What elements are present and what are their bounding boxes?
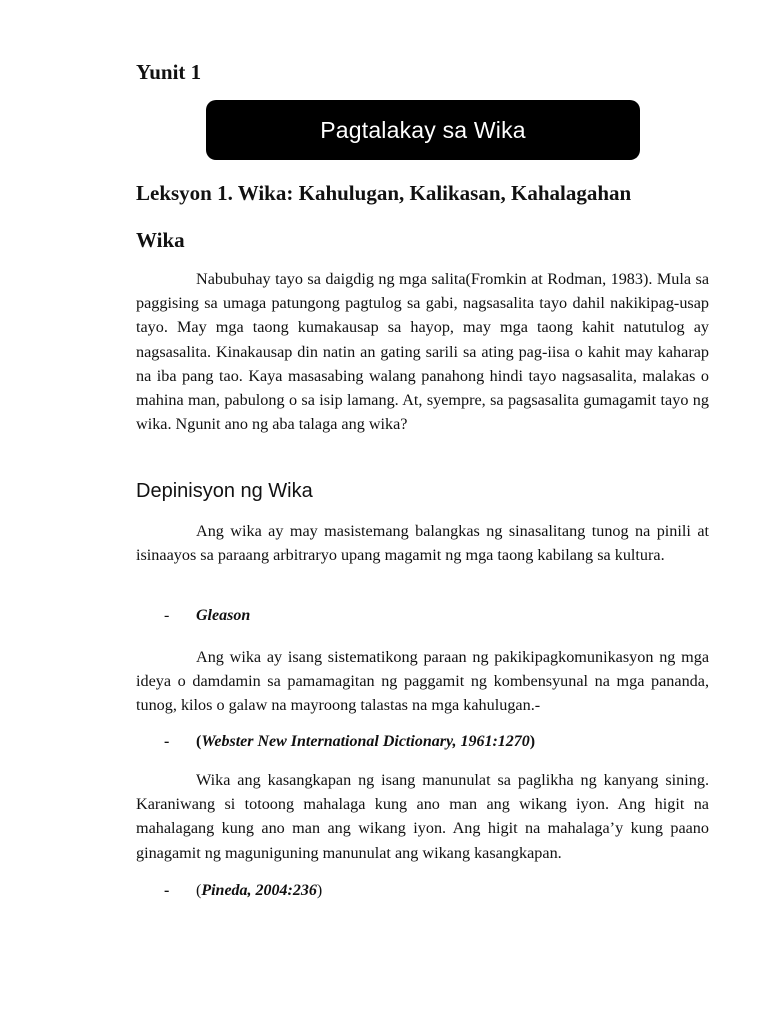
lesson-banner (206, 100, 640, 160)
unit-title: Yunit 1 (136, 60, 202, 84)
lesson-title: Leksyon 1. Wika: Kahulugan, Kalikasan, Kahalagahan (136, 181, 632, 205)
close-paren: ) (316, 882, 323, 899)
wika-paragraph: Nabubuhay tayo sa daigdig ng mga salita(Fromkin at Rodman, 1983). Mula sa paggising sa umaga patungong pagtulog sa gabi, nagsasalita tayo dahil nakikipag-usap tayo. May mga taong kumakausap sa hayop, may mga taong kahit natutulog ay nagsasalita. Kinakausap din natin an gating sarili sa ating pag-iisa o kahit may kaharap na iba pang tao. Kaya masasabing walang panahong hindi tayo nagsasalita, malakas o mahina man, pabulong o sa isip lamang. At, syempre, sa pagsasalita gumagamit tayo ng wika. Ngunit ano ng aba talaga ang wika? (136, 270, 709, 434)
definition-3-text: Wika ang kasangkapan ng isang manunulat sa paglikha ng kanyang sining. Karaniwang si totoong mahalaga kung ano man ang wikang iyon. Ang higit na mahalagang kung ano man ang wikang iyon. Ang higit na mahalaga’y kung paano ginagamit ng maguniguning manunulat ang wikang kasangkapan. (136, 771, 709, 862)
dash-marker: - (164, 882, 170, 899)
definition-2-text: Ang wika ay isang sistematikong paraan ng pakikipagkomunikasyon ng mga ideya o damdamin sa pamamagitan ng paggamit ng kombensyunal na mga pananda, tunog, kilos o galaw na mayroong talastas na mga kahulugan.- (136, 648, 709, 715)
definition-1-attribution (164, 607, 250, 625)
definition-2-attribution (164, 733, 535, 751)
definition-1-source: Gleason (196, 607, 251, 624)
open-paren: ( (196, 882, 202, 899)
definition-2-source: Webster New International Dictionary, 1961:1270 (201, 733, 530, 750)
definition-1-text: Ang wika ay may masistemang balangkas ng sinasalitang tunog na pinili at isinaayos sa paraang arbitraryo upang magamit ng mga taong kabilang sa kultura. (136, 522, 709, 565)
definition-3-attribution (164, 882, 322, 900)
section-heading-wika: Wika (136, 228, 185, 252)
open-paren: ( (196, 733, 202, 750)
dash-marker: - (164, 733, 170, 750)
section-heading-depinisyon: Depinisyon ng Wika (136, 480, 313, 502)
definition-3-source: Pineda, 2004:236 (201, 882, 317, 899)
close-paren: ) (529, 733, 536, 750)
dash-marker: - (164, 607, 170, 624)
banner-title: Pagtalakay sa Wika (320, 116, 526, 143)
